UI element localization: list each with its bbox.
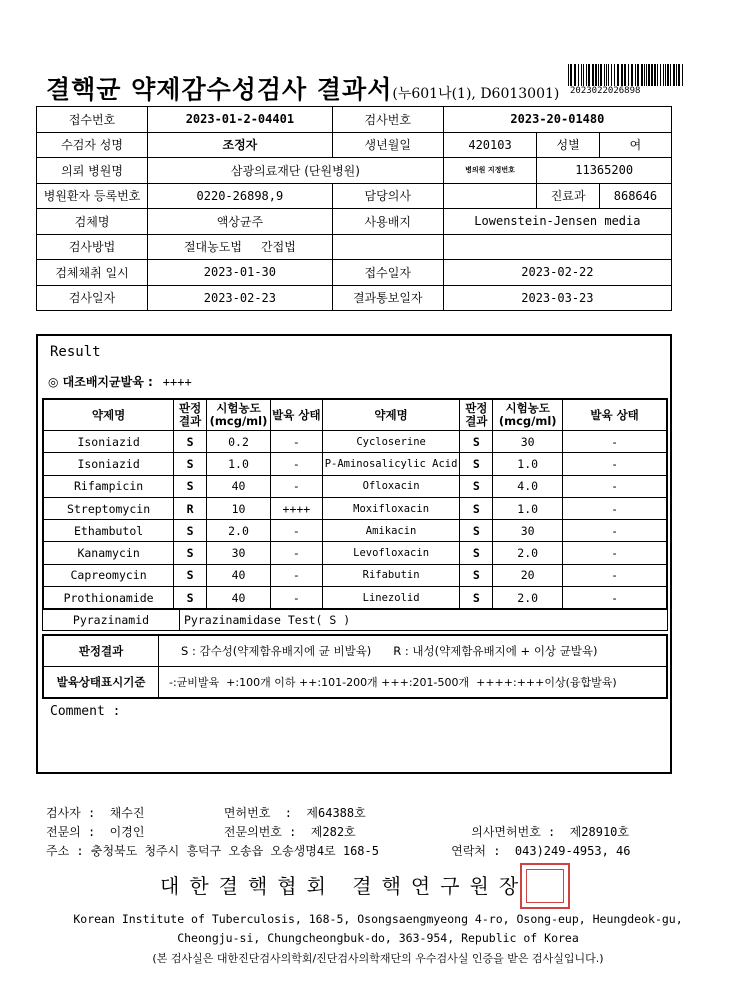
judgement: S — [174, 431, 207, 453]
col-judgement: 판정 결과 — [460, 399, 493, 431]
sex-label: 성별 — [537, 132, 600, 158]
method-label: 검사방법 — [37, 234, 148, 260]
legend-table — [42, 634, 668, 699]
growth-status: - — [270, 453, 322, 475]
concentration: 2.0 — [493, 542, 563, 564]
concentration: 2.0 — [493, 587, 563, 610]
judgement: S — [460, 453, 493, 475]
hospital-name: 삼광의료재단 (단원병원) — [148, 158, 444, 184]
hosp-patient-no: 0220-26898,9 — [148, 183, 333, 209]
drug-name: Rifabutin — [322, 564, 460, 586]
footer-english-2: Cheongju-si, Chungcheongbuk-do, 363-954, Republic of Korea — [177, 931, 579, 945]
method-1: 절대농도법 — [183, 240, 242, 255]
receipt-no: 2023-01-2-04401 — [148, 107, 333, 133]
judgement: R — [174, 497, 207, 519]
organization-name: 대한결핵협회 결핵연구원장 — [160, 874, 529, 898]
judgement: S — [460, 431, 493, 453]
drug-name: Cycloserine — [322, 431, 460, 453]
dept-value: 868646 — [599, 183, 671, 209]
col-drug: 약제명 — [322, 399, 460, 431]
growth-status: - — [270, 431, 322, 453]
drug-name: Levofloxacin — [322, 542, 460, 564]
table-row — [43, 587, 667, 610]
drug-name: P-Aminosalicylic Acid — [322, 453, 460, 475]
table-row — [43, 564, 667, 586]
collected-date: 2023-01-30 — [148, 260, 333, 286]
judgement: S — [460, 520, 493, 542]
growth-status: - — [563, 520, 667, 542]
pyrazinamide-row — [42, 609, 668, 631]
barcode-icon — [568, 64, 686, 86]
judgement: S — [460, 475, 493, 497]
col-concentration: 시험농도 (mcg/ml) — [207, 399, 271, 431]
drug-susceptibility-table — [42, 398, 668, 610]
judgement-legend-label: 판정결과 — [43, 635, 159, 667]
concentration: 10 — [207, 497, 271, 519]
hospital-code-label: 병의원 지정번호 — [443, 158, 537, 184]
judgement: S — [174, 520, 207, 542]
drug-name: Streptomycin — [43, 497, 174, 519]
growth-status: - — [270, 587, 322, 610]
drug-name: Capreomycin — [43, 564, 174, 586]
judgement: S — [460, 497, 493, 519]
hosp-patient-no-label: 병원환자 등록번호 — [37, 183, 148, 209]
drug-name: Ofloxacin — [322, 475, 460, 497]
test-no-label: 검사번호 — [332, 107, 443, 133]
certification-note: (본 검사실은 대한진단검사의학회/진단검사의학재단의 우수검사실 인증을 받은 검사실입니다.) — [152, 952, 604, 965]
document-code: (누601나(1), D6013001) — [392, 86, 560, 102]
growth-status: - — [563, 587, 667, 610]
judgement: S — [174, 475, 207, 497]
pza-label: Pyrazinamid — [43, 610, 180, 631]
col-judgement: 판정 결과 — [174, 399, 207, 431]
judgement: S — [174, 587, 207, 610]
received-label: 접수일자 — [332, 260, 443, 286]
pza-value: Pyrazinamidase Test( S ) — [180, 610, 668, 631]
table-row — [43, 475, 667, 497]
receipt-no-label: 접수번호 — [37, 107, 148, 133]
judgement: S — [174, 542, 207, 564]
concentration: 40 — [207, 587, 271, 610]
specimen-label: 검체명 — [37, 209, 148, 235]
concentration: 20 — [493, 564, 563, 586]
drug-name: Kanamycin — [43, 542, 174, 564]
growth-status: - — [563, 431, 667, 453]
growth-legend: -:균비발육 +:100개 이하 ++:101-200개 +++:201-500개 ++++:+++이상(융합발육) — [159, 667, 668, 699]
footer-english-1: Korean Institute of Tuberculosis, 168-5, Osongsaengmyeong 4-ro, Osong-eup, Heungdeok-gu, — [73, 912, 683, 926]
growth-status: - — [270, 542, 322, 564]
drug-name: Amikacin — [322, 520, 460, 542]
control-growth-value: ++++ — [162, 375, 192, 389]
judgement: S — [174, 453, 207, 475]
table-row — [43, 497, 667, 519]
control-growth-label: ◎ 대조배지균발육 : — [48, 375, 153, 389]
drug-name: Linezolid — [322, 587, 460, 610]
footer-line-1: 검사자 : 채수진 면허번호 : 제64388호 — [46, 806, 366, 820]
doctor-label: 담당의사 — [332, 183, 443, 209]
doctor-value — [443, 183, 537, 209]
medium-label: 사용배지 — [332, 209, 443, 235]
concentration: 4.0 — [493, 475, 563, 497]
drug-name: Ethambutol — [43, 520, 174, 542]
concentration: 40 — [207, 564, 271, 586]
growth-status: - — [270, 475, 322, 497]
concentration: 30 — [493, 520, 563, 542]
header-info-table — [36, 106, 672, 311]
reported-date: 2023-03-23 — [443, 285, 671, 311]
drug-name: Rifampicin — [43, 475, 174, 497]
sex: 여 — [599, 132, 671, 158]
received-date: 2023-02-22 — [443, 260, 671, 286]
growth-status: ++++ — [270, 497, 322, 519]
method-2: 간접법 — [261, 240, 296, 255]
growth-status: - — [270, 520, 322, 542]
result-title: Result — [50, 344, 101, 360]
comment-label: Comment : — [50, 704, 121, 719]
specimen: 액상균주 — [148, 209, 333, 235]
test-no: 2023-20-01480 — [443, 107, 671, 133]
tested-date: 2023-02-23 — [148, 285, 333, 311]
concentration: 30 — [493, 431, 563, 453]
concentration: 1.0 — [207, 453, 271, 475]
judgement: S — [460, 587, 493, 610]
judgement: S — [460, 542, 493, 564]
judgement-legend: S : 감수성(약제함유배지에 균 비발육) R : 내성(약제함유배지에 + 이상 균발육) — [159, 635, 668, 667]
hospital-label: 의뢰 병원명 — [37, 158, 148, 184]
col-growth: 발육 상태 — [270, 399, 322, 431]
drug-name: Isoniazid — [43, 453, 174, 475]
table-row — [43, 542, 667, 564]
drug-name: Prothionamide — [43, 587, 174, 610]
footer-line-2: 전문의 : 이경인 전문의번호 : 제282호 의사면허번호 : 제28910호 — [46, 825, 629, 839]
drug-name: Moxifloxacin — [322, 497, 460, 519]
growth-status: - — [563, 475, 667, 497]
table-row — [43, 431, 667, 453]
official-seal-icon — [520, 863, 570, 909]
growth-status: - — [563, 497, 667, 519]
method — [148, 234, 333, 260]
concentration: 0.2 — [207, 431, 271, 453]
hospital-code: 11365200 — [537, 158, 672, 184]
judgement: S — [460, 564, 493, 586]
tested-label: 검사일자 — [37, 285, 148, 311]
growth-status: - — [563, 542, 667, 564]
concentration: 2.0 — [207, 520, 271, 542]
col-growth: 발육 상태 — [563, 399, 667, 431]
drug-name: Isoniazid — [43, 431, 174, 453]
dob-label: 생년월일 — [332, 132, 443, 158]
patient-label: 수검자 성명 — [37, 132, 148, 158]
control-growth — [48, 373, 192, 390]
patient-name: 조정자 — [148, 132, 333, 158]
growth-status: - — [563, 453, 667, 475]
table-row — [43, 520, 667, 542]
judgement: S — [174, 564, 207, 586]
concentration: 30 — [207, 542, 271, 564]
concentration: 1.0 — [493, 453, 563, 475]
concentration: 40 — [207, 475, 271, 497]
medium: Lowenstein-Jensen media — [443, 209, 671, 235]
table-row — [43, 453, 667, 475]
barcode-number: 2023022026898 — [570, 86, 641, 96]
growth-status: - — [563, 564, 667, 586]
growth-legend-label: 발육상태표시기준 — [43, 667, 159, 699]
collected-label: 검체채취 일시 — [37, 260, 148, 286]
footer-address: 주소 : 충청북도 청주시 흥덕구 오송읍 오송생명4로 168-5 연락처 : 043)249-4953, 46 — [46, 844, 631, 858]
col-concentration: 시험농도 (mcg/ml) — [493, 399, 563, 431]
reported-label: 결과통보일자 — [332, 285, 443, 311]
dob: 420103 — [443, 132, 537, 158]
growth-status: - — [270, 564, 322, 586]
document-title: 결핵균 약제감수성검사 결과서(누601나(1), D6013001) — [46, 75, 560, 104]
col-drug: 약제명 — [43, 399, 174, 431]
method-empty-2 — [443, 234, 671, 260]
method-empty — [332, 234, 443, 260]
dept-label: 진료과 — [537, 183, 600, 209]
concentration: 1.0 — [493, 497, 563, 519]
